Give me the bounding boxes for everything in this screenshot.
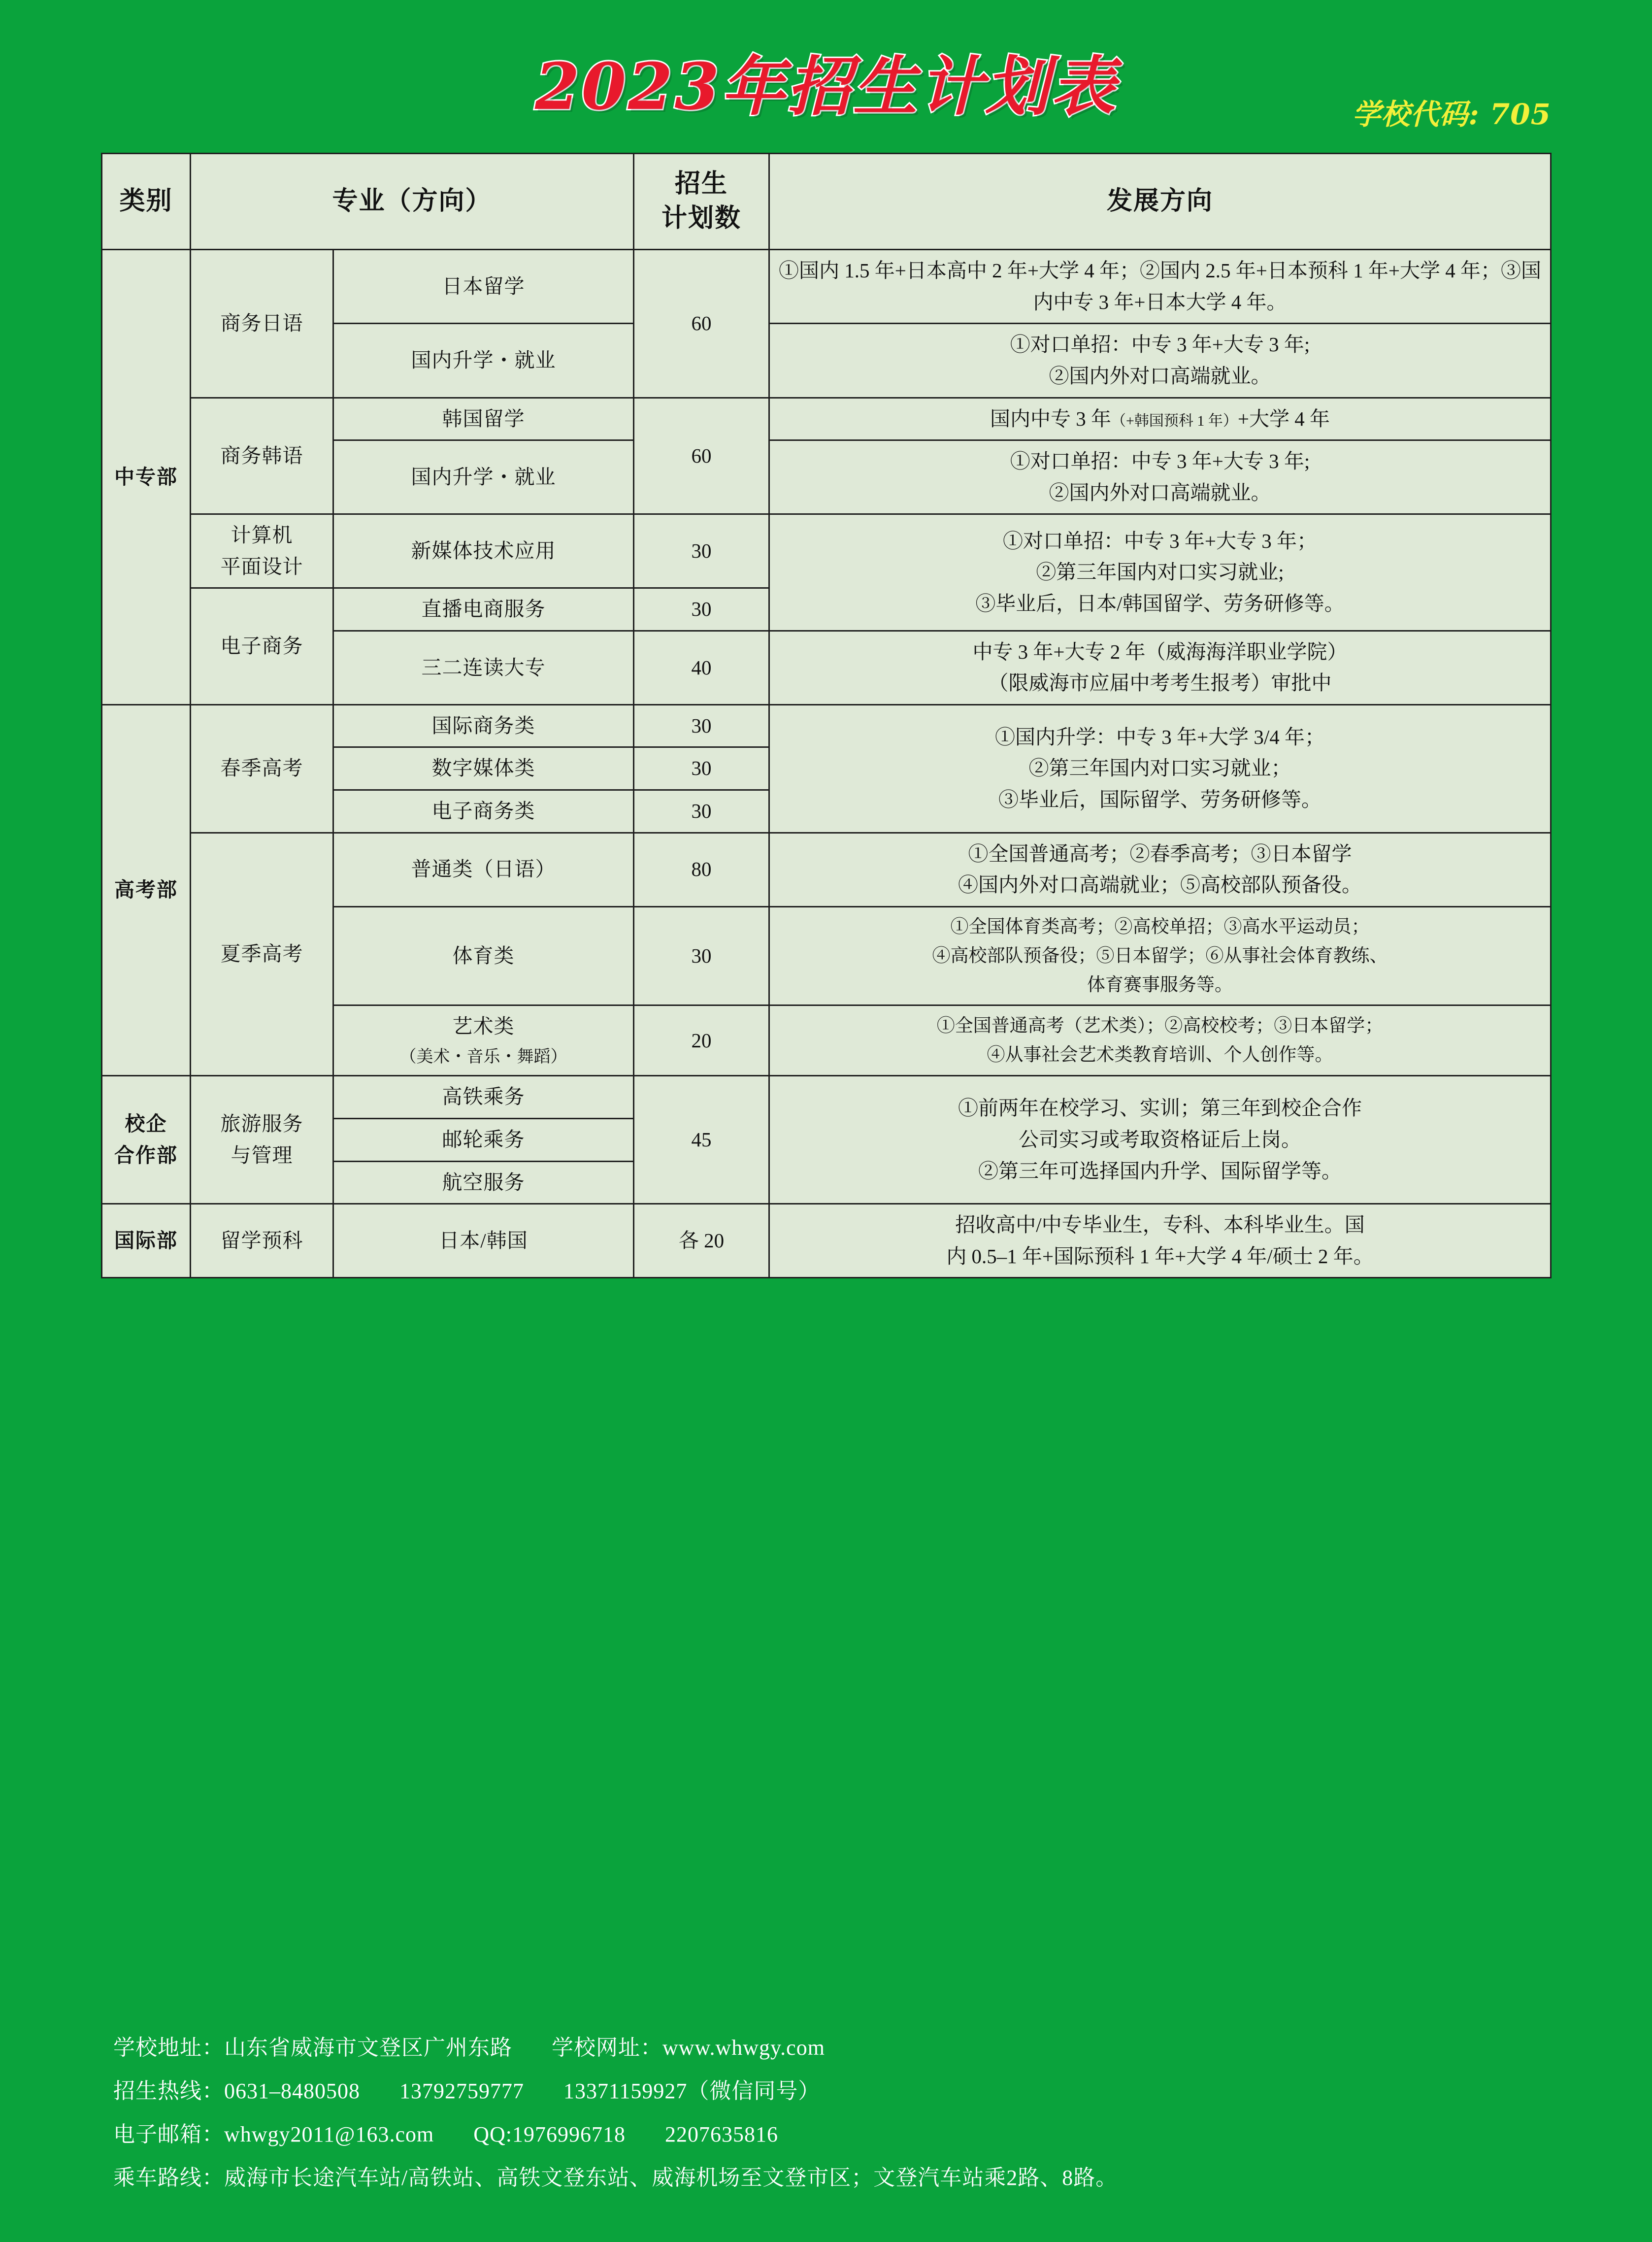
cell-quota-30-intl-business: 30 — [634, 704, 769, 747]
direction-label: 艺术类 — [452, 1015, 515, 1038]
development-line-1: ①对口单招：中专 3 年+大专 3 年； — [1002, 529, 1318, 552]
table-row — [102, 704, 1551, 747]
footer-website-value[interactable]: www.whwgy.com — [662, 2036, 825, 2060]
column-header-quota-line1: 招生 — [675, 170, 728, 198]
cell-development-domestic-kr — [769, 440, 1551, 514]
cell-major-computer-graphic-design — [191, 514, 333, 588]
cell-quota-30-ecommerce-class: 30 — [634, 790, 769, 833]
table-row — [102, 1076, 1551, 1119]
cell-quota-60-korean: 60 — [634, 398, 769, 514]
cell-quota-60-japanese: 60 — [634, 250, 769, 398]
cell-direction-ecommerce-class: 电子商务类 — [333, 790, 634, 833]
development-line-2: ④国内外对口高端就业；⑤高校部队预备役。 — [958, 873, 1362, 897]
direction-sublabel: （美术・音乐・舞蹈） — [399, 1047, 567, 1066]
category-line-1: 校企 — [125, 1112, 167, 1136]
cell-direction-highspeed-rail: 高铁乘务 — [333, 1076, 634, 1119]
cell-major-ecommerce: 电子商务 — [191, 588, 333, 705]
cell-direction-general-japanese: 普通类（日语） — [333, 833, 634, 906]
cell-quota-80: 80 — [634, 833, 769, 906]
cell-major-business-korean: 商务韩语 — [191, 398, 333, 514]
cell-development-school-enterprise — [769, 1076, 1551, 1204]
cell-development-domestic-jp — [769, 324, 1551, 398]
cell-direction-3plus2: 三二连读大专 — [333, 631, 634, 704]
cell-quota-30-newmedia: 30 — [634, 514, 769, 588]
poster-footer — [113, 2037, 1563, 2210]
table-row — [102, 833, 1551, 906]
cell-major-summer-gaokao: 夏季高考 — [191, 833, 333, 1076]
table-row — [102, 250, 1551, 324]
cell-direction-cruise: 邮轮乘务 — [333, 1119, 634, 1162]
development-line-1: ①全国普通高考（艺术类）；②高校校考；③日本留学； — [936, 1016, 1384, 1037]
cell-category-international: 国际部 — [102, 1204, 191, 1278]
footer-address-value: 山东省威海市文登区广州东路 — [224, 2036, 512, 2060]
development-line-2: ④从事社会艺术类教育培训、个人创作等。 — [987, 1045, 1333, 1066]
footer-route-label: 乘车路线： — [113, 2166, 224, 2190]
development-line-1: 中专 3 年+大专 2 年（威海海洋职业学院） — [972, 640, 1348, 663]
cell-quota-30-digital-media: 30 — [634, 747, 769, 790]
development-line-2: 内 0.5–1 年+国际预科 1 年+大学 4 年/硕士 2 年。 — [946, 1244, 1374, 1268]
development-line-1: ①全国体育类高考；②高校单招；③高水平运动员； — [950, 916, 1370, 937]
footer-website-label: 学校网址： — [552, 2036, 662, 2060]
cell-direction-intl-business: 国际商务类 — [333, 704, 634, 747]
major-line-1: 计算机 — [231, 524, 293, 547]
cell-direction-domestic-advance-employment-kr: 国内升学・就业 — [333, 440, 634, 514]
footer-address-row — [113, 2037, 1563, 2059]
column-header-quota — [634, 154, 769, 250]
cell-development-spring-gaokao — [769, 704, 1551, 833]
cell-category-school-enterprise — [102, 1076, 191, 1204]
footer-email-value[interactable]: whwgy2011@163.com — [224, 2122, 434, 2146]
cell-development-sports — [769, 906, 1551, 1005]
cell-direction-japan-study: 日本留学 — [333, 250, 634, 324]
development-line-2: ②国内外对口高端就业。 — [1049, 481, 1271, 504]
major-line-1: 旅游服务 — [220, 1112, 303, 1136]
development-line-2: ④高校部队预备役；⑤日本留学；⑥从事社会体育教练、 — [932, 945, 1388, 966]
cell-major-tourism-service — [191, 1076, 333, 1204]
cell-direction-domestic-advance-employment-jp: 国内升学・就业 — [333, 324, 634, 398]
page-title: 2023年招生计划表 — [535, 49, 1117, 124]
cell-category-gaokaobu: 高考部 — [102, 704, 191, 1076]
enrollment-plan-table-wrapper — [101, 153, 1552, 1278]
cell-direction-japan-korea: 日本/韩国 — [333, 1204, 634, 1278]
footer-hotline-value-1: 0631–8480508 — [224, 2079, 360, 2103]
cell-direction-sports: 体育类 — [333, 906, 634, 1005]
footer-hotline-label: 招生热线： — [113, 2079, 224, 2103]
development-line-1: ①国内升学：中专 3 年+大学 3/4 年； — [995, 725, 1325, 748]
development-line-2: ②第三年国内对口实习就业; — [1036, 561, 1284, 584]
cell-development-korea-study: 国内中专 3 年（+韩国预科 1 年）+大学 4 年 — [769, 398, 1551, 440]
cell-quota-45: 45 — [634, 1076, 769, 1204]
cell-direction-live-ecommerce: 直播电商服务 — [333, 588, 634, 631]
footer-qq-value-2: 2207635816 — [664, 2122, 778, 2146]
table-row — [102, 514, 1551, 588]
column-header-category: 类别 — [102, 154, 191, 250]
development-line-2: 公司实习或考取资格证后上岗。 — [1019, 1128, 1301, 1151]
enrollment-plan-table — [101, 153, 1552, 1278]
cell-quota-30-sports: 30 — [634, 906, 769, 1005]
development-line-3: ③毕业后，日本/韩国留学、劳务研修等。 — [975, 592, 1345, 615]
footer-email-label: 电子邮箱： — [113, 2122, 224, 2146]
cell-direction-arts — [333, 1005, 634, 1076]
cell-development-arts — [769, 1005, 1551, 1076]
cell-quota-20: 20 — [634, 1005, 769, 1076]
footer-qq-value-1: QQ:1976996718 — [473, 2122, 626, 2146]
development-line-1: ①前两年在校学习、实训；第三年到校企合作 — [958, 1097, 1362, 1120]
development-line-2: ②国内外对口高端就业。 — [1049, 365, 1271, 388]
cell-major-prep-study-abroad: 留学预科 — [191, 1204, 333, 1278]
cell-development-japan-study: ①国内 1.5 年+日本高中 2 年+大学 4 年；②国内 2.5 年+日本预科 1 年+大学 4 年；③国内中专 3 年+日本大学 4 年。 — [769, 250, 1551, 324]
cell-development-newmedia-ecommerce — [769, 514, 1551, 631]
development-line-1: ①全国普通高考；②春季高考；③日本留学 — [968, 842, 1352, 865]
cell-development-international — [769, 1204, 1551, 1278]
column-header-development: 发展方向 — [769, 154, 1551, 250]
poster-header — [0, 0, 1652, 143]
footer-hotline-value-3: 13371159927（微信同号） — [563, 2079, 821, 2103]
cell-development-3plus2 — [769, 631, 1551, 704]
development-line-3: 体育赛事服务等。 — [1087, 975, 1233, 996]
development-line-1: ①对口单招：中专 3 年+大专 3 年; — [1010, 333, 1310, 356]
category-line-2: 合作部 — [114, 1143, 178, 1167]
cell-major-spring-gaokao: 春季高考 — [191, 704, 333, 833]
school-code: 学校代码: 705 — [1352, 98, 1551, 131]
footer-route-value: 威海市长途汽车站/高铁站、高铁文登东站、威海机场至文登市区；文登汽车站乘2路、8路。 — [224, 2166, 1118, 2190]
development-line-3: ②第三年可选择国内升学、国际留学等。 — [978, 1159, 1342, 1182]
footer-hotline-value-2: 13792759777 — [399, 2079, 524, 2103]
cell-quota-40: 40 — [634, 631, 769, 704]
development-line-1: ①对口单招：中专 3 年+大专 3 年; — [1010, 450, 1310, 473]
footer-address-label: 学校地址： — [113, 2036, 224, 2060]
major-line-2: 平面设计 — [220, 555, 303, 578]
footer-route-row — [113, 2167, 1563, 2189]
development-line-1: 招收高中/中专毕业生，专科、本科毕业生。国 — [955, 1213, 1365, 1237]
table-row — [102, 398, 1551, 440]
cell-quota-each-20: 各 20 — [634, 1204, 769, 1278]
footer-hotline-row — [113, 2080, 1563, 2102]
column-header-quota-line2: 计划数 — [661, 204, 742, 233]
cell-development-general-japanese — [769, 833, 1551, 906]
development-line-2: （限威海市应届中考考生报考）审批中 — [988, 671, 1332, 695]
cell-direction-aviation: 航空服务 — [333, 1161, 634, 1204]
cell-category-zhongzhuanbu: 中专部 — [102, 250, 191, 705]
major-line-2: 与管理 — [231, 1143, 293, 1167]
cell-direction-digital-media: 数字媒体类 — [333, 747, 634, 790]
cell-major-business-japanese: 商务日语 — [191, 250, 333, 398]
column-header-major: 专业（方向） — [191, 154, 634, 250]
cell-quota-30-live: 30 — [634, 588, 769, 631]
table-row — [102, 1204, 1551, 1278]
table-header-row — [102, 154, 1551, 250]
development-line-2: ②第三年国内对口实习就业； — [1028, 757, 1291, 780]
development-line-3: ③毕业后，国际留学、劳务研修等。 — [998, 788, 1322, 811]
cell-direction-new-media-tech: 新媒体技术应用 — [333, 514, 634, 588]
cell-direction-korea-study: 韩国留学 — [333, 398, 634, 440]
footer-email-row — [113, 2124, 1563, 2145]
